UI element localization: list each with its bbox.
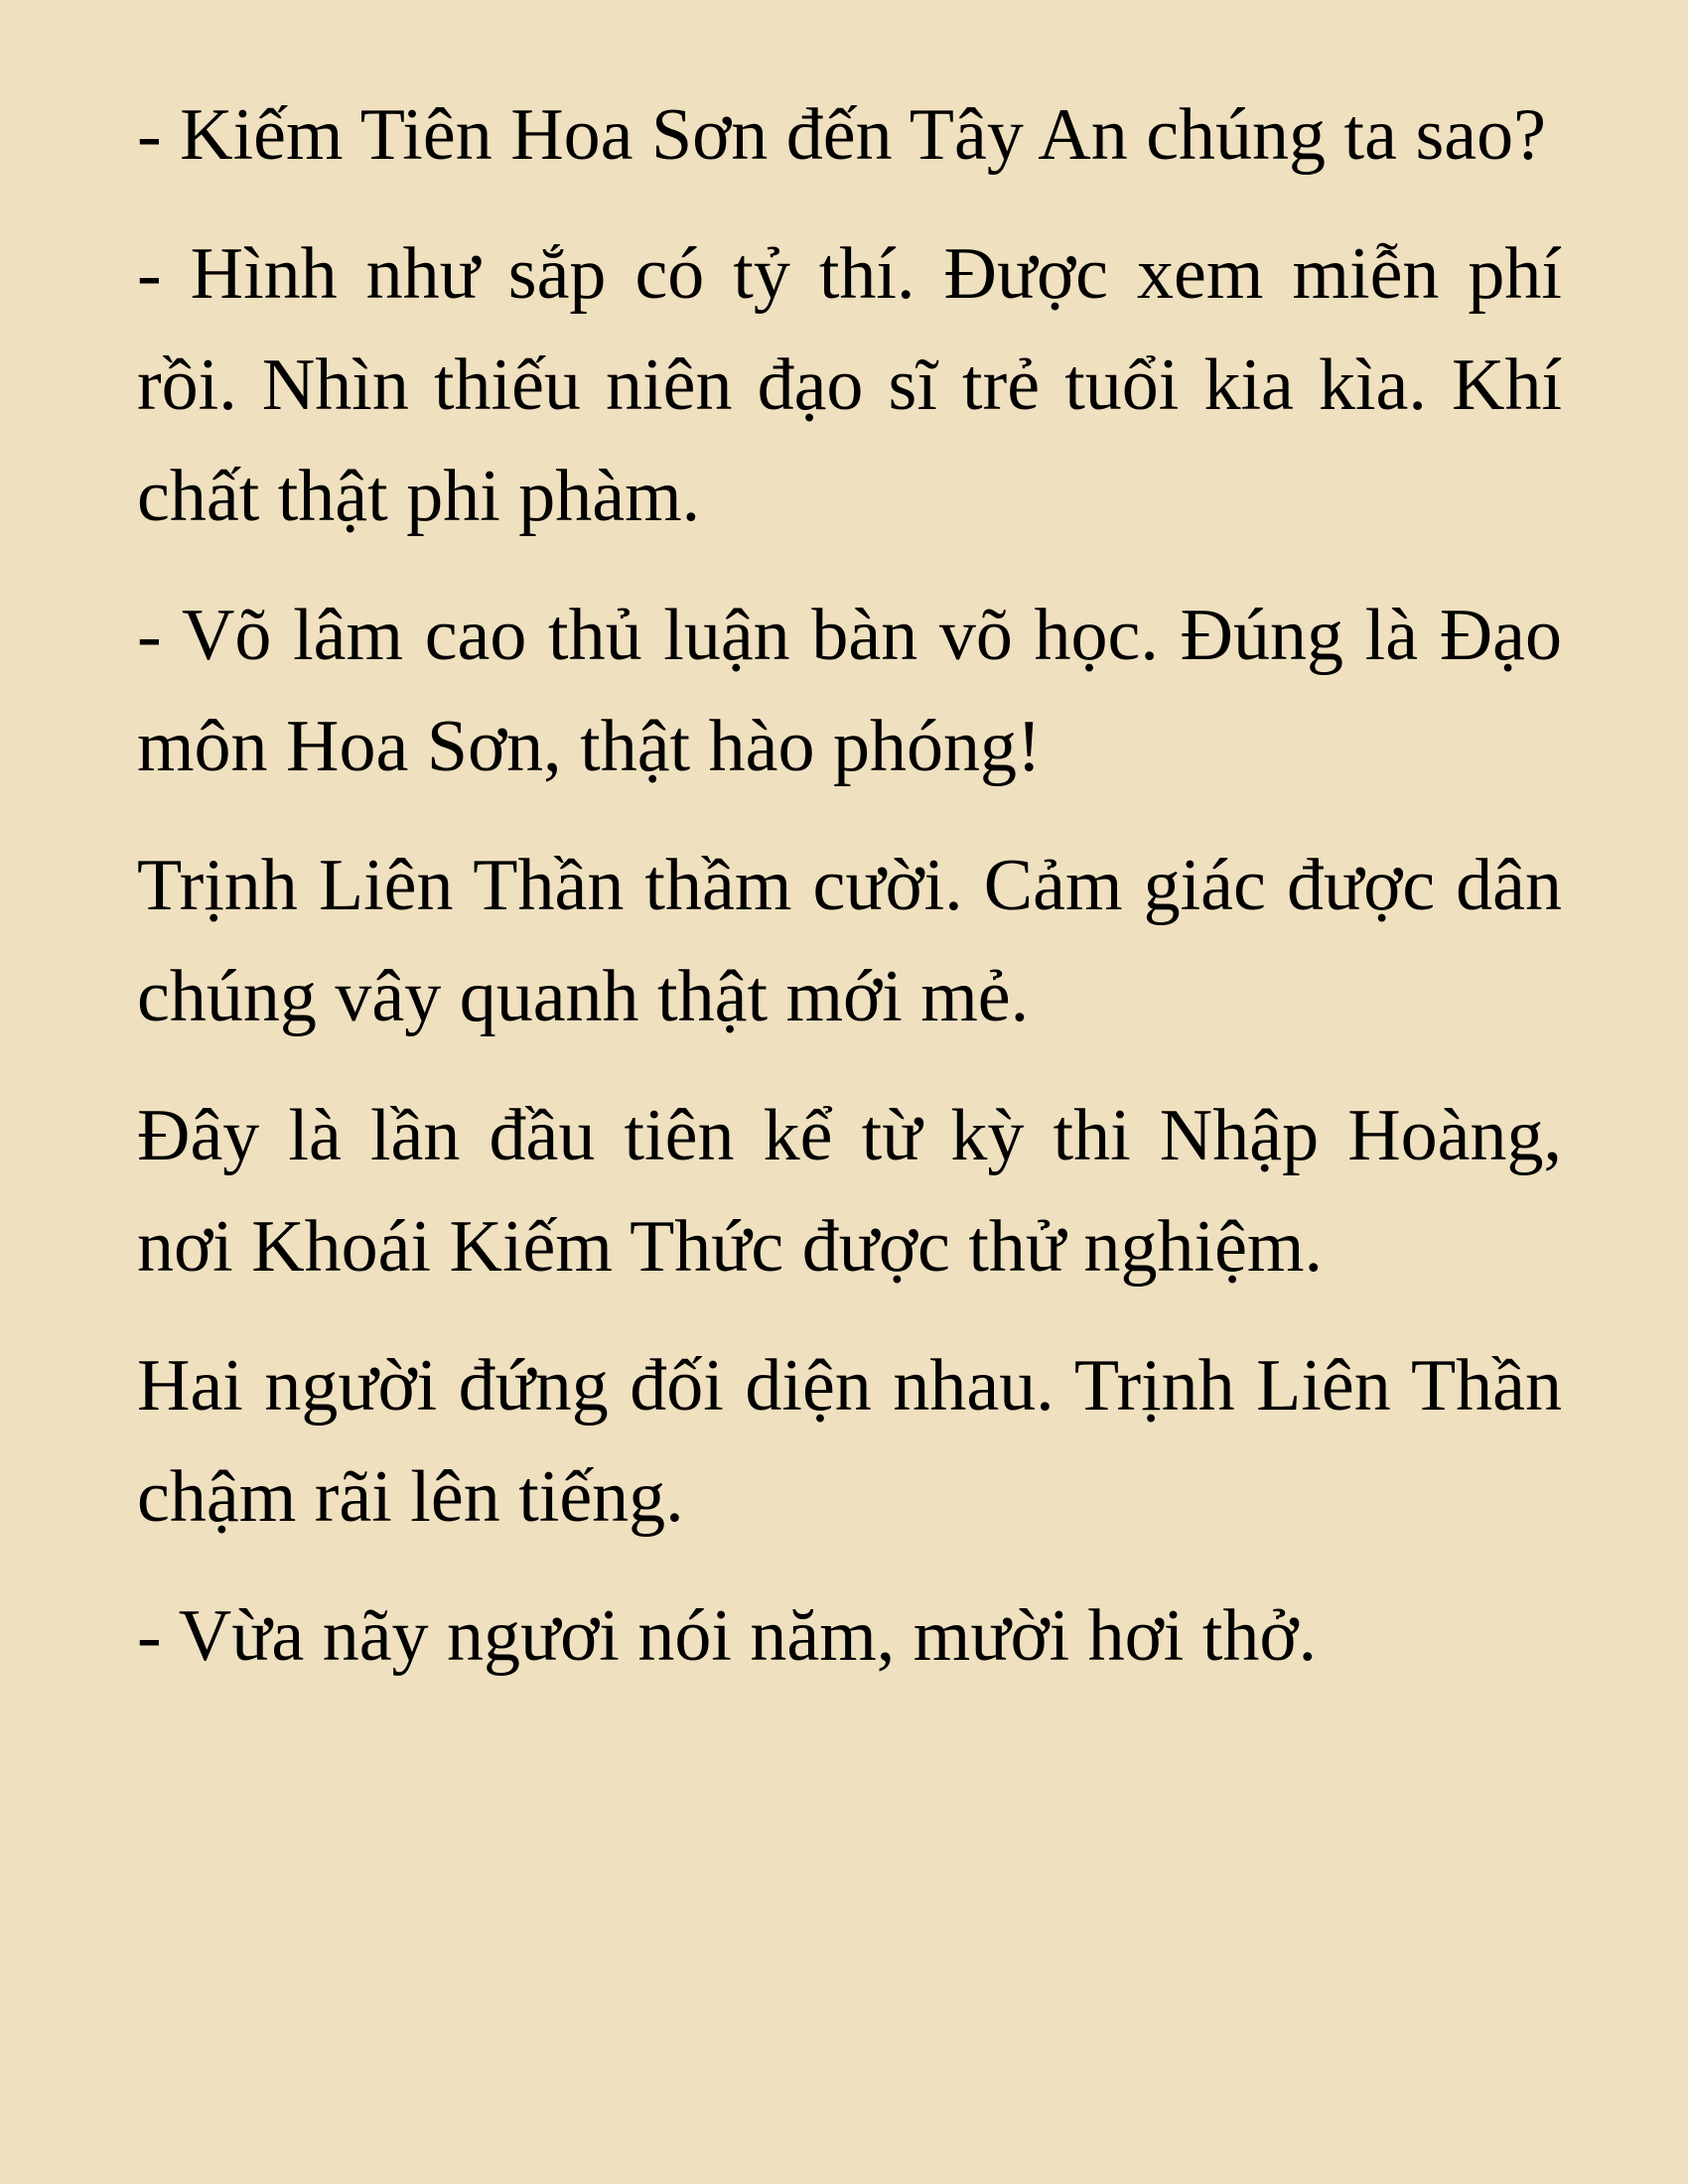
paragraph-4: Trịnh Liên Thần thầm cười. Cảm giác được dân chúng vây quanh thật mới mẻ. [137, 845, 1562, 1037]
paragraph-2: - Hình như sắp có tỷ thí. Được xem miễn phí rồi. Nhìn thiếu niên đạo sĩ trẻ tuổi kia kìa. Khí chất thật phi phàm. [137, 233, 1562, 537]
paragraph-3: - Võ lâm cao thủ luận bàn võ học. Đúng là Đạo môn Hoa Sơn, thật hào phóng! [137, 595, 1562, 787]
paragraph-7: - Vừa nãy ngươi nói năm, mười hơi thở. [137, 1595, 1318, 1677]
paragraph-6: Hai người đứng đối diện nhau. Trịnh Liên Thần chậm rãi lên tiếng. [137, 1345, 1562, 1538]
paragraph-5: Đây là lần đầu tiên kể từ kỳ thi Nhập Hoàng, nơi Khoái Kiếm Thức được thử nghiệm. [137, 1095, 1562, 1288]
paragraph-1: - Kiếm Tiên Hoa Sơn đến Tây An chúng ta sao? [137, 94, 1546, 176]
